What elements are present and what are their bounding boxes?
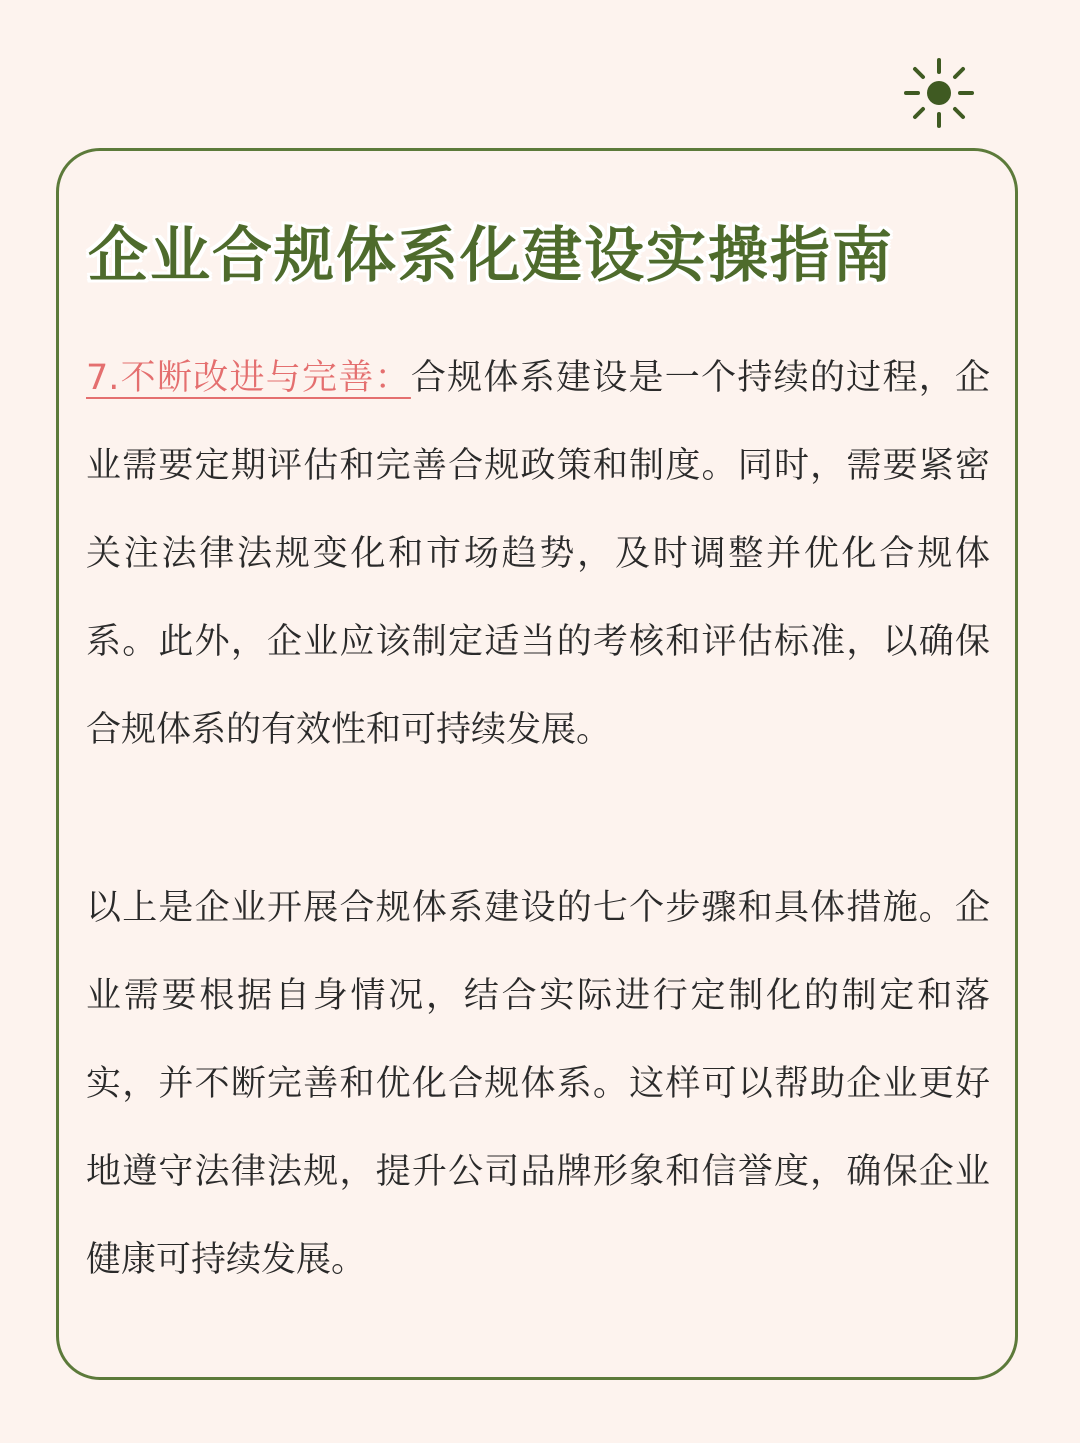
conclusion-paragraph: 以上是企业开展合规体系建设的七个步骤和具体措施。企业需要根据自身情况，结合实际进行定制化的制定和落实，并不断完善和优化合规体系。这样可以帮助企业更好地遵守法律法规，提升公司品牌形象和信誉度，确保企业健康可持续发展。 — [86, 888, 990, 1280]
section-text: 合规体系建设是一个持续的过程，企业需要定期评估和完善合规政策和制度。同时，需要紧密关注法律法规变化和市场趋势，及时调整并优化合规体系。此外，企业应该制定适当的考核和评估标准，以确保合规体系的有效性和可持续发展。 — [86, 358, 990, 750]
page-title: 企业合规体系化建设实操指南 — [88, 221, 894, 291]
sun-icon — [902, 56, 976, 130]
section-paragraph — [86, 334, 990, 774]
section-heading: 7.不断改进与完善： — [86, 358, 411, 398]
